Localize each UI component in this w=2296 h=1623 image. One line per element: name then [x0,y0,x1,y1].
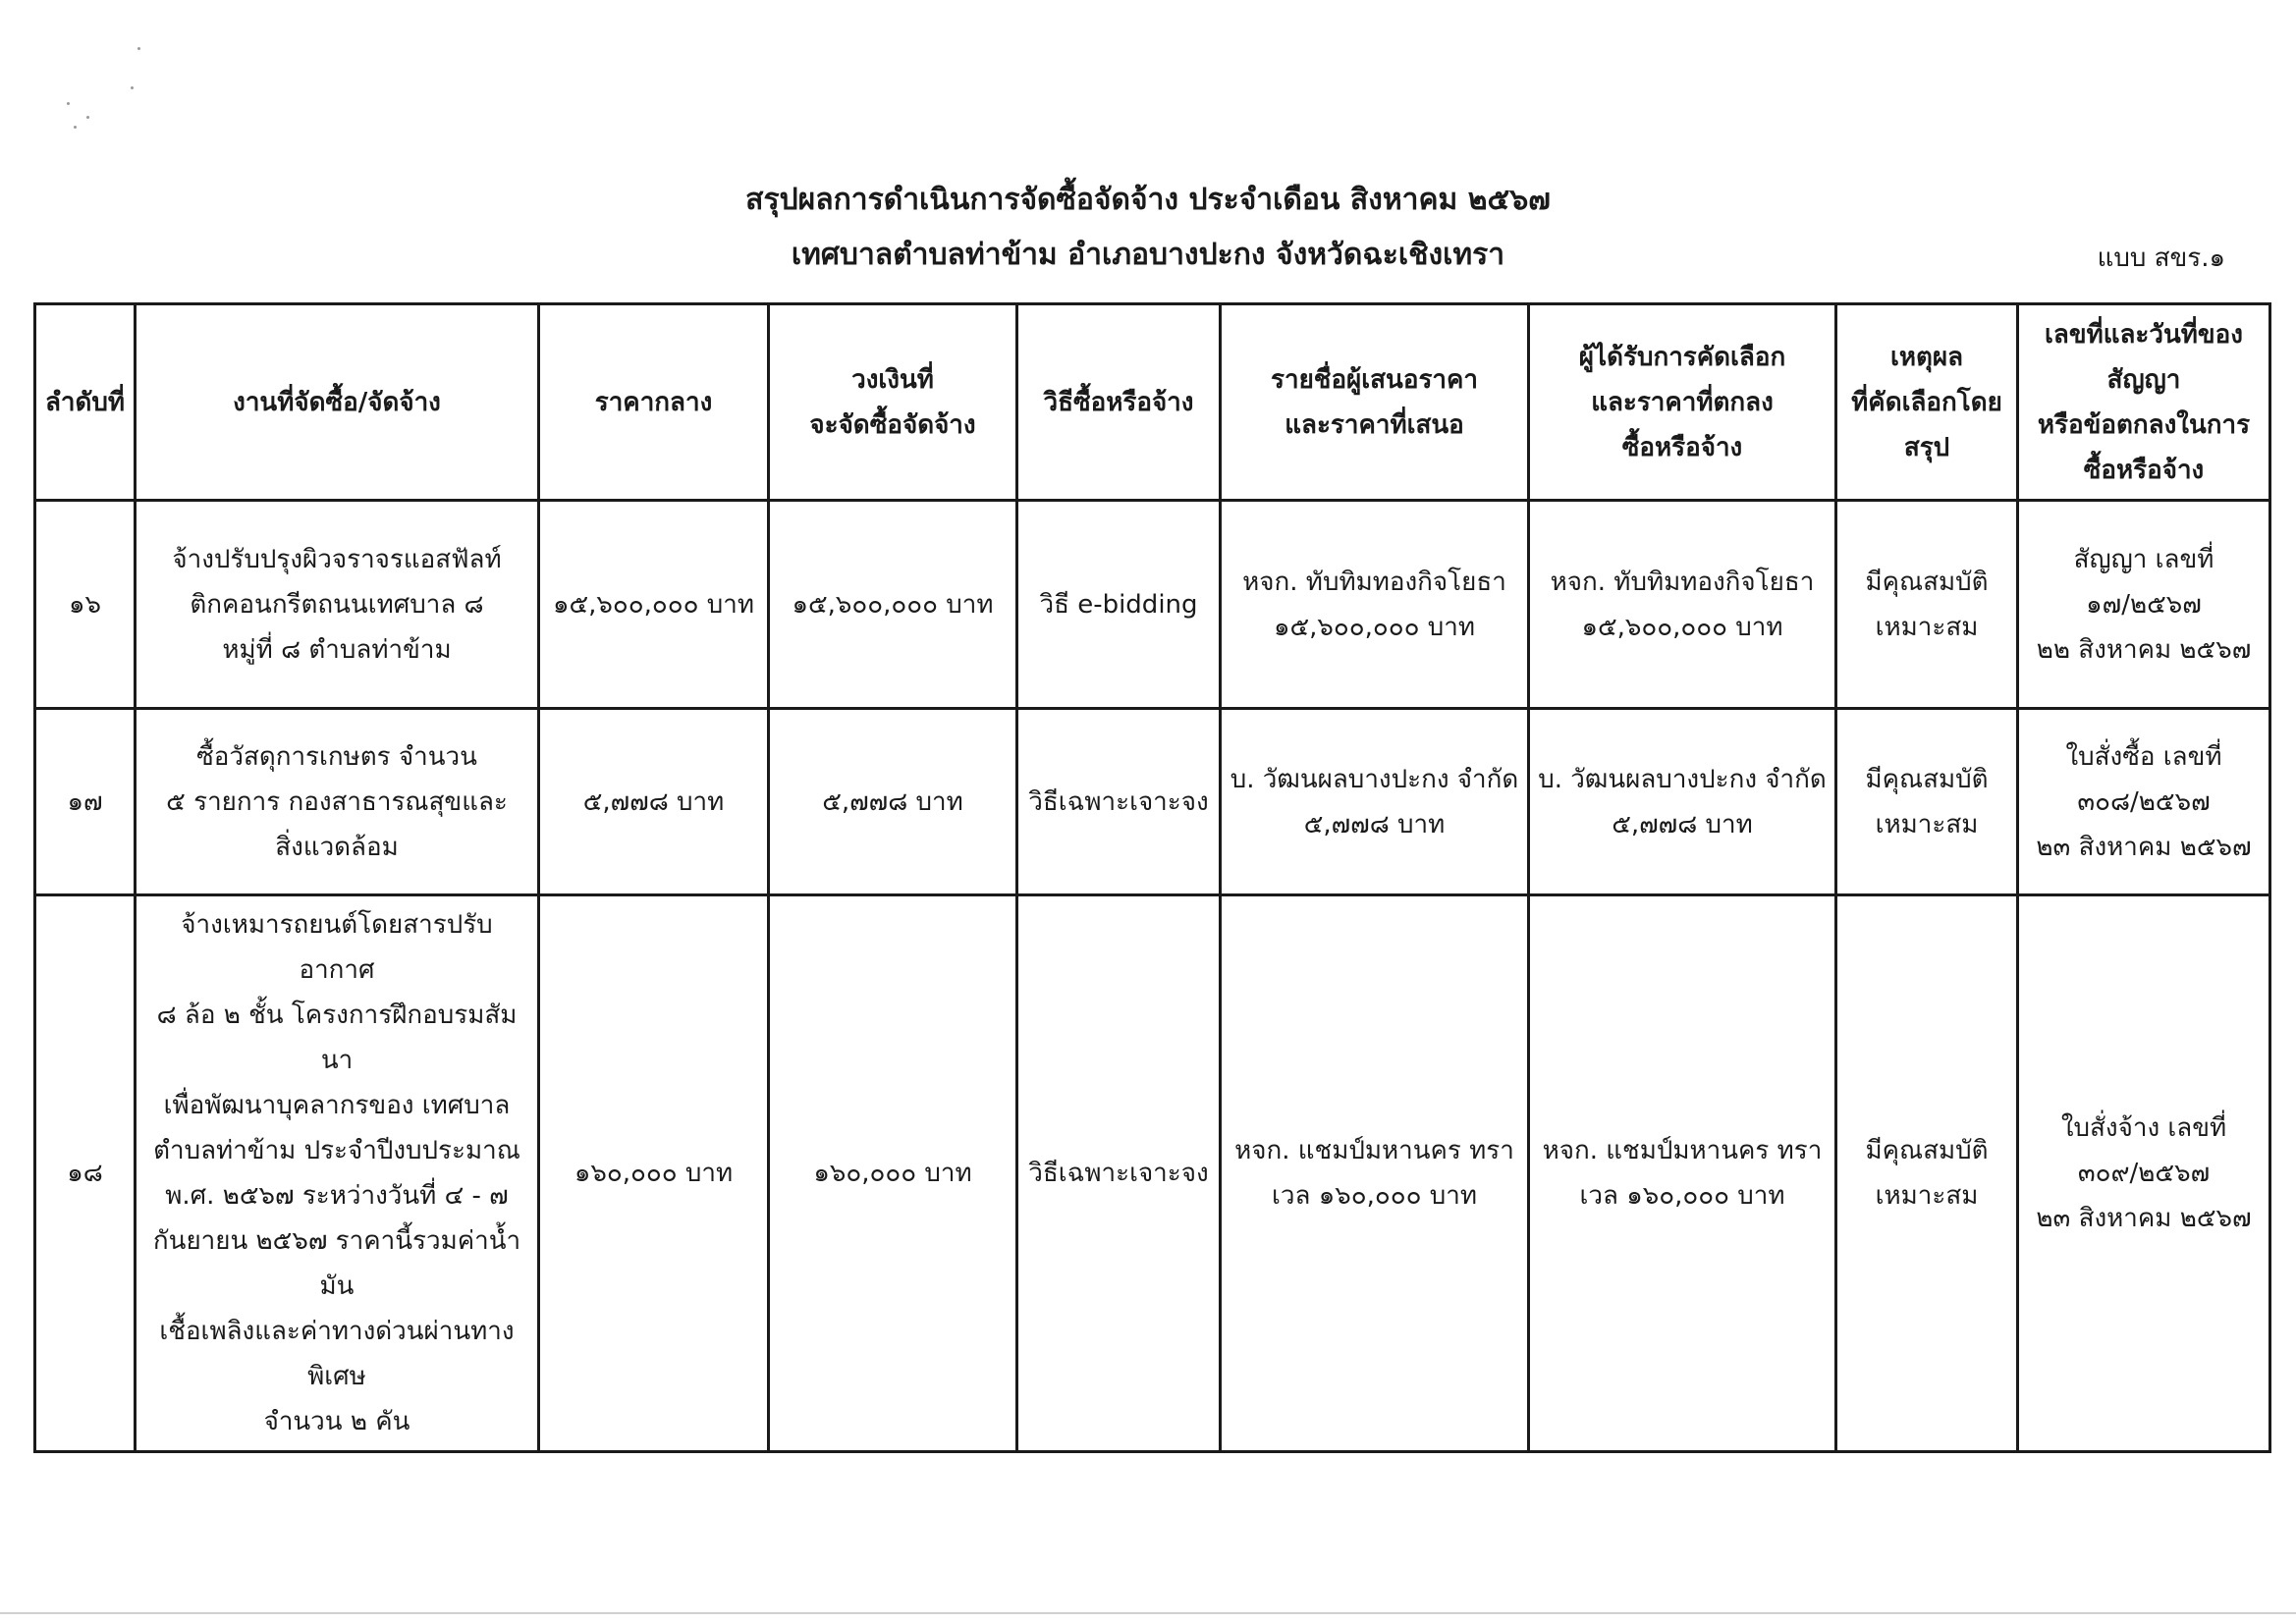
cell-budget: ๑๖๐,๐๐๐ บาท [769,895,1017,1452]
cell-bidders: บ. วัฒนผลบางปะกง จำกัด ๕,๗๗๘ บาท [1221,709,1529,895]
cell-contract: สัญญา เลขที่ ๑๗/๒๕๖๗ ๒๒ สิงหาคม ๒๕๖๗ [2018,501,2270,709]
document-subtitle: เทศบาลตำบลท่าข้าม อำเภอบางปะกง จังหวัดฉะเชิงเทรา [791,238,1505,272]
cell-bidders: หจก. แชมป์มหานคร ทรา เวล ๑๖๐,๐๐๐ บาท [1221,895,1529,1452]
cell-method: วิธี e-bidding [1017,501,1221,709]
cell-selected: หจก. แชมป์มหานคร ทรา เวล ๑๖๐,๐๐๐ บาท [1529,895,1836,1452]
form-code: แบบ สขร.๑ [2097,243,2225,273]
cell-contract: ใบสั่งซื้อ เลขที่ ๓๐๘/๒๕๖๗ ๒๓ สิงหาคม ๒๕๖๗ [2018,709,2270,895]
procurement-table [33,302,2271,1453]
scan-speck [131,86,134,89]
cell-reason: มีคุณสมบัติ เหมาะสม [1836,501,2018,709]
cell-budget: ๑๕,๖๐๐,๐๐๐ บาท [769,501,1017,709]
col-header-budget: วงเงินที่ จะจัดซื้อจัดจ้าง [769,304,1017,501]
cell-method: วิธีเฉพาะเจาะจง [1017,709,1221,895]
cell-item: จ้างเหมารถยนต์โดยสารปรับอากาศ ๘ ล้อ ๒ ชั้น โครงการฝึกอบรมสัมนา เพื่อพัฒนาบุคลากรของ เทศบาล ตำบลท่าข้าม ประจำปีงบประมาณ พ.ศ. ๒๕๖๗ ระหว่างวันที่ ๔ - ๗ กันยายน ๒๕๖๗ ราคานี้รวมค่าน้ำมัน เชื้อเพลิงและค่าทางด่วนผ่านทางพิเศษ จำนวน ๒ คัน [136,895,539,1452]
cell-median-price: ๕,๗๗๘ บาท [539,709,769,895]
scan-speck [74,126,77,129]
document-title: สรุปผลการดำเนินการจัดซื้อจัดจ้าง ประจำเดือน สิงหาคม ๒๕๖๗ [745,183,1551,217]
cell-reason: มีคุณสมบัติ เหมาะสม [1836,895,2018,1452]
cell-selected: บ. วัฒนผลบางปะกง จำกัด ๕,๗๗๘ บาท [1529,709,1836,895]
table-row [35,895,2270,1452]
cell-no: ๑๘ [35,895,136,1452]
table-header-row [35,304,2270,501]
cell-item: ซื้อวัสดุการเกษตร จำนวน ๕ รายการ กองสาธารณสุขและ สิ่งแวดล้อม [136,709,539,895]
col-header-bidders: รายชื่อผู้เสนอราคา และราคาที่เสนอ [1221,304,1529,501]
cell-median-price: ๑๕,๖๐๐,๐๐๐ บาท [539,501,769,709]
cell-contract: ใบสั่งจ้าง เลขที่ ๓๐๙/๒๕๖๗ ๒๓ สิงหาคม ๒๕๖๗ [2018,895,2270,1452]
col-header-contract: เลขที่และวันที่ของ สัญญา หรือข้อตกลงในการ ซื้อหรือจ้าง [2018,304,2270,501]
cell-budget: ๕,๗๗๘ บาท [769,709,1017,895]
table-row [35,709,2270,895]
scan-speck [86,116,89,119]
cell-method: วิธีเฉพาะเจาะจง [1017,895,1221,1452]
table-row [35,501,2270,709]
page-edge-line [0,1612,2296,1614]
cell-reason: มีคุณสมบัติ เหมาะสม [1836,709,2018,895]
scan-speck [67,102,70,105]
col-header-selected: ผู้ได้รับการคัดเลือก และราคาที่ตกลง ซื้อหรือจ้าง [1529,304,1836,501]
col-header-no: ลำดับที่ [35,304,136,501]
cell-no: ๑๖ [35,501,136,709]
col-header-method: วิธีซื้อหรือจ้าง [1017,304,1221,501]
cell-no: ๑๗ [35,709,136,895]
col-header-median-price: ราคากลาง [539,304,769,501]
scan-speck [137,47,140,50]
col-header-reason: เหตุผล ที่คัดเลือกโดย สรุป [1836,304,2018,501]
col-header-item: งานที่จัดซื้อ/จัดจ้าง [136,304,539,501]
cell-item: จ้างปรับปรุงผิวจราจรแอสฟัลท์ ติกคอนกรีตถนนเทศบาล ๘ หมู่ที่ ๘ ตำบลท่าข้าม [136,501,539,709]
cell-bidders: หจก. ทับทิมทองกิจโยธา ๑๕,๖๐๐,๐๐๐ บาท [1221,501,1529,709]
cell-median-price: ๑๖๐,๐๐๐ บาท [539,895,769,1452]
cell-selected: หจก. ทับทิมทองกิจโยธา ๑๕,๖๐๐,๐๐๐ บาท [1529,501,1836,709]
